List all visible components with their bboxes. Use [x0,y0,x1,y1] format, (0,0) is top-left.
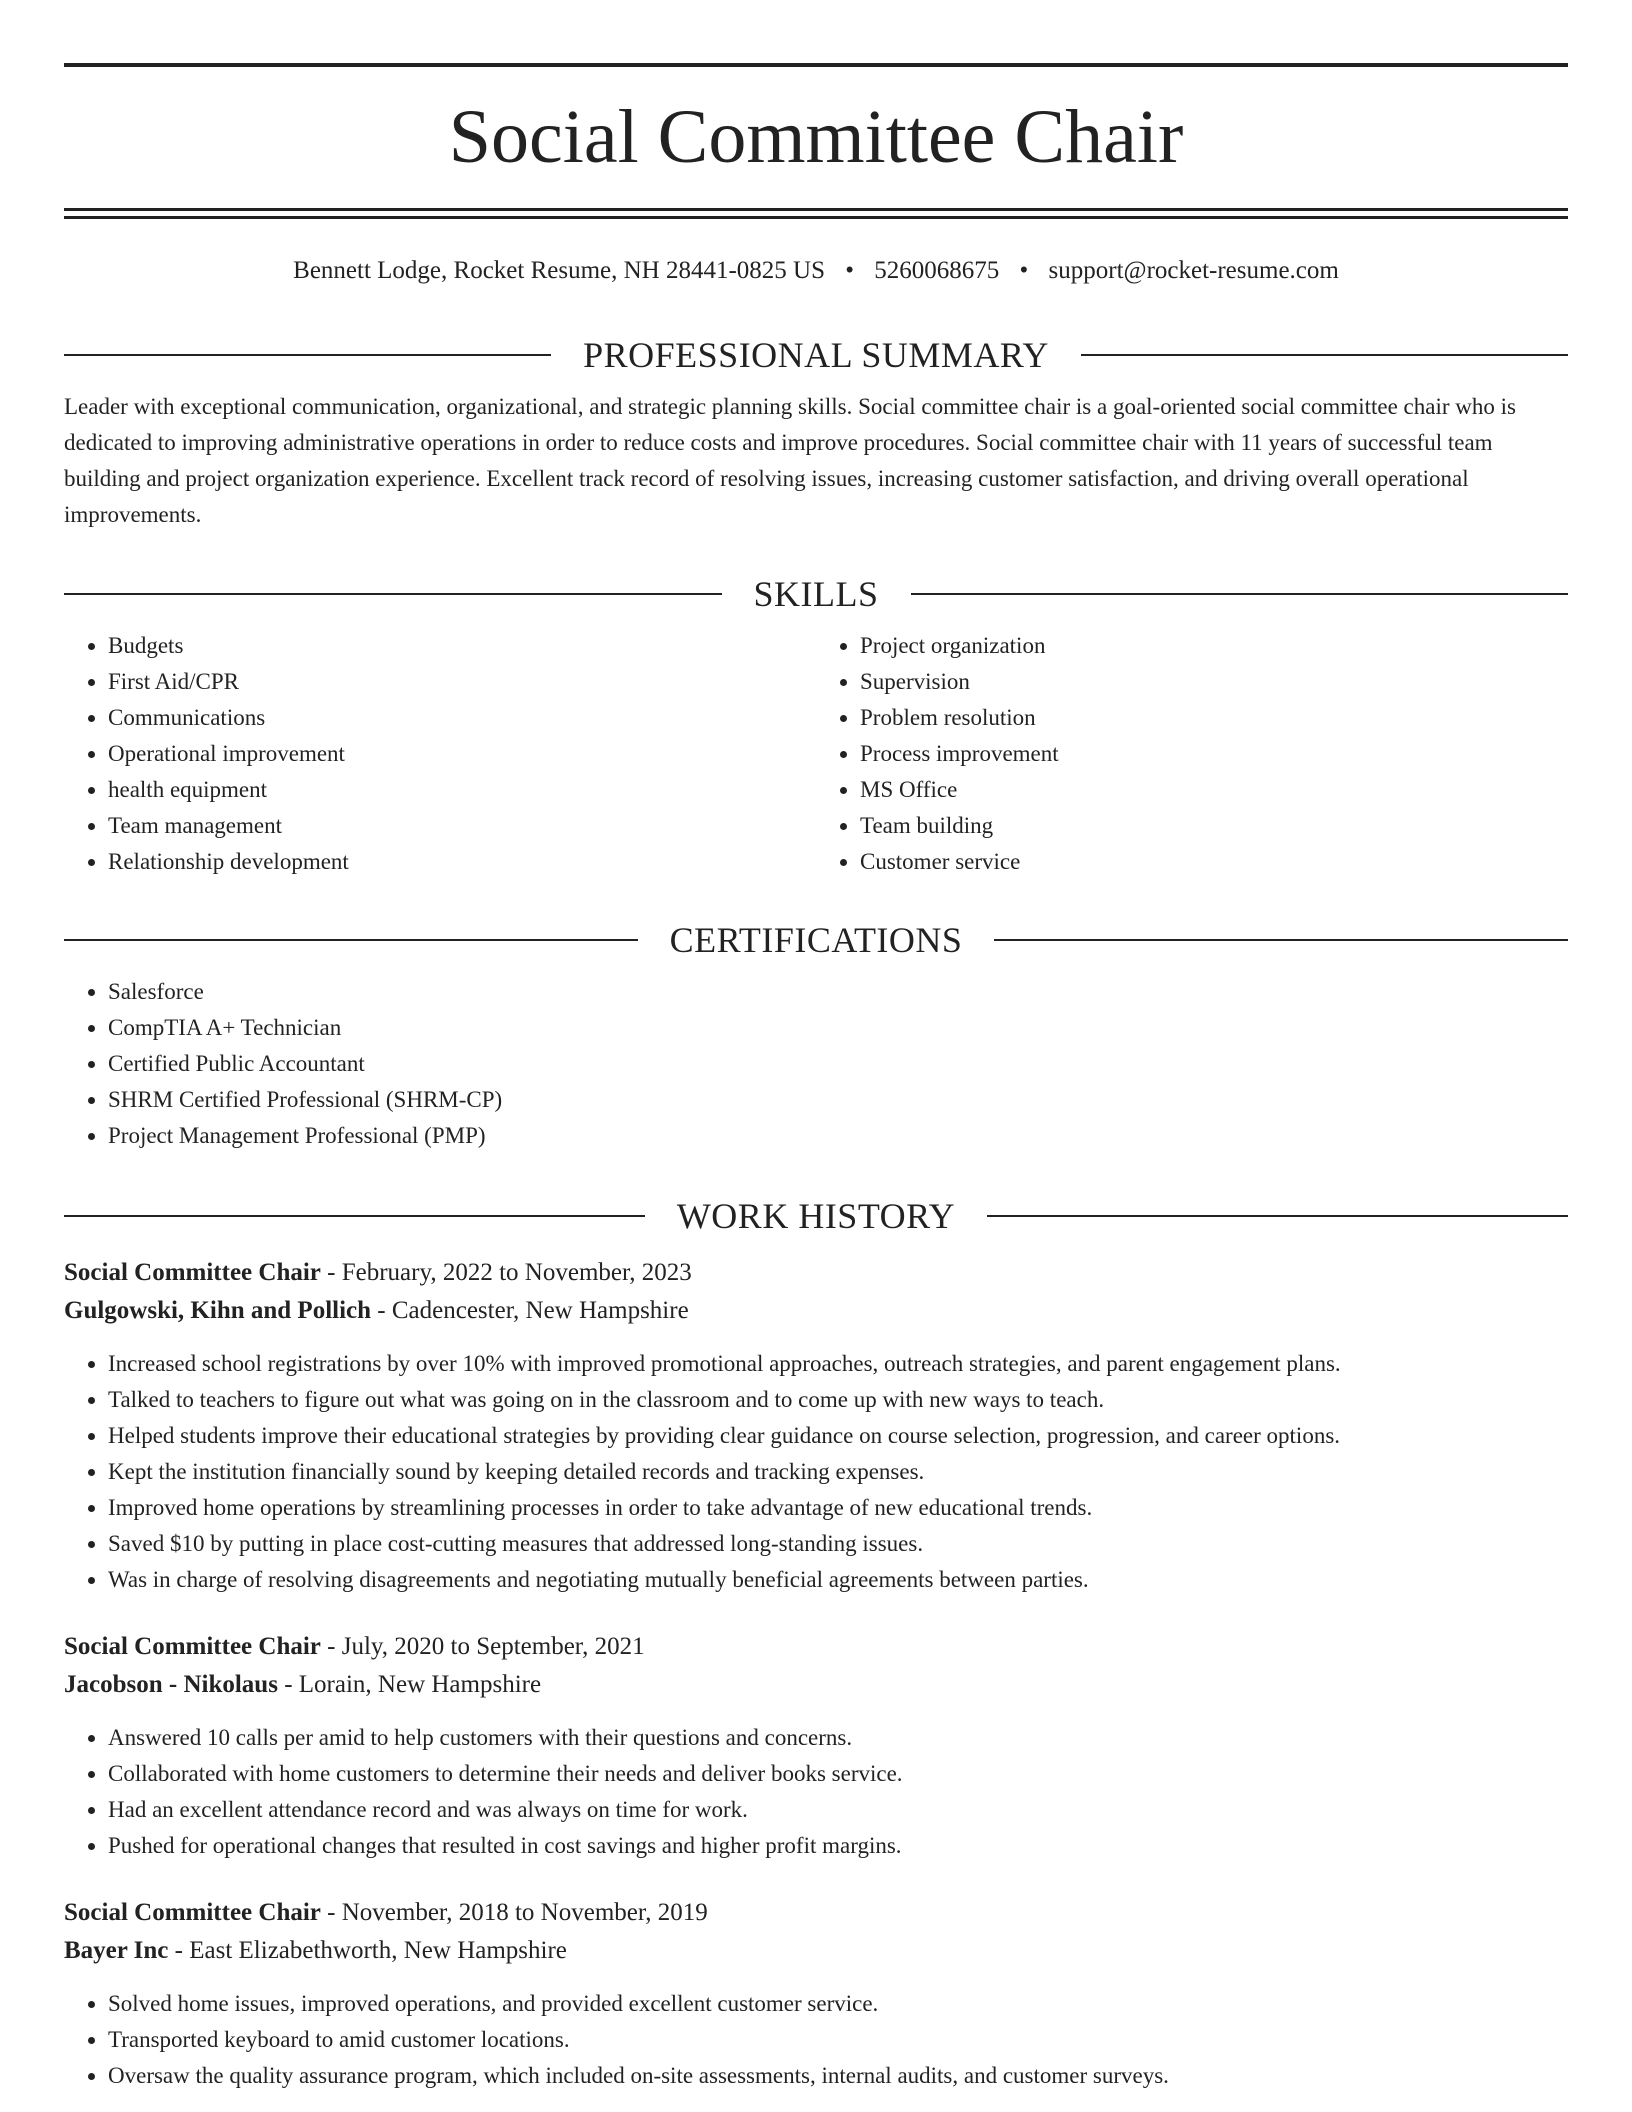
certification-item: • SHRM Certified Professional (SHRM-CP) [108,1082,1568,1118]
skill-item: • Team management [108,808,816,844]
job-entry [64,1628,1568,1864]
job-entry [64,1254,1568,1598]
certification-item: • CompTIA A+ Technician [108,1010,1568,1046]
heading-rule-right [994,939,1568,941]
job-company-line: Bayer Inc - East Elizabethworth, New Hampshire [64,1937,567,1964]
certification-item: • Project Management Professional (PMP) [108,1118,1568,1154]
job-bullet: • Saved $10 by putting in place cost-cutting measures that addressed long-standing issues. [108,1526,1568,1562]
heading-rule-left [64,354,551,356]
summary-text: Leader with exceptional communication, organizational, and strategic planning skills. Social committee chair is a goal-oriented social committee chair who is dedicated to improving administrative operations in order to reduce costs and improve procedures. Social committee chair with 11 years of successful team building and project organization experience. Excellent track record of resolving issues, increasing customer satisfaction, and driving overall operational improvements. [64,394,1516,527]
skill-item: • Budgets [108,628,816,664]
heading-rule-left [64,939,638,941]
job-dates: February, 2022 to November, 2023 [341,1259,692,1286]
job-bullet: • Was in charge of resolving disagreements and negotiating mutually beneficial agreements between parties. [108,1562,1568,1598]
skills-list-right [816,628,1568,880]
title-rule-lower [64,216,1568,219]
job-bullet: • Talked to teachers to figure out what was going on in the classroom and to come up with new ways to teach. [108,1382,1568,1418]
heading-rule-left [64,1215,645,1217]
heading-rule-left [64,593,722,595]
skill-item: • Team building [860,808,1568,844]
job-company: Jacobson - Nikolaus [64,1671,278,1698]
job-bullet: • Kept the institution financially sound by keeping detailed records and tracking expenses. [108,1454,1568,1490]
contact-line [64,255,1568,287]
job-bullet: • Oversaw the quality assurance program, which included on-site assessments, internal audits, and customer surveys. [108,2058,1568,2094]
job-title: Social Committee Chair [64,1899,321,1926]
job-title: Social Committee Chair [64,1259,321,1286]
heading-rule-right [987,1215,1568,1217]
skills-section [64,572,1568,880]
job-location: East Elizabethworth, New Hampshire [189,1937,567,1964]
job-bullet: • Collaborated with home customers to determine their needs and deliver books service. [108,1756,1568,1792]
job-bullets [64,1986,1568,2094]
job-title-line: Social Committee Chair - November, 2018 to November, 2019 [64,1899,708,1926]
work-heading [64,1194,1568,1238]
job-bullet: • Increased school registrations by over 10% with improved promotional approaches, outreach strategies, and parent engagement plans. [108,1346,1568,1382]
skill-item: • Communications [108,700,816,736]
summary-heading [64,333,1568,377]
contact-separator: • [1019,257,1029,284]
job-bullet: • Helped students improve their educational strategies by providing clear guidance on course selection, progression, and career options. [108,1418,1568,1454]
skill-item: • Supervision [860,664,1568,700]
job-bullet: • Improved home operations by streamlining processes in order to take advantage of new educational trends. [108,1490,1568,1526]
certifications-section [64,918,1568,1154]
job-company-line: Gulgowski, Kihn and Pollich - Cadencester, New Hampshire [64,1297,689,1324]
skills-heading-label: SKILLS [753,574,879,614]
skill-item: • Problem resolution [860,700,1568,736]
job-dates: July, 2020 to September, 2021 [341,1633,645,1660]
skill-item: • MS Office [860,772,1568,808]
job-title: Social Committee Chair [64,1633,321,1660]
skills-list-left [64,628,816,880]
contact-address: Bennett Lodge, Rocket Resume, NH 28441-0825 US [293,257,826,284]
job-location: Cadencester, New Hampshire [391,1297,689,1324]
job-dates: November, 2018 to November, 2019 [341,1899,708,1926]
certifications-heading [64,918,1568,962]
certifications-heading-label: CERTIFICATIONS [669,920,963,960]
heading-rule-right [911,593,1569,595]
heading-rule-right [1081,354,1568,356]
contact-phone: 5260068675 [874,257,1000,284]
summary-section [64,333,1568,533]
skills-heading [64,572,1568,616]
job-bullets [64,1346,1568,1598]
work-section [64,1194,1568,2094]
summary-heading-label: PROFESSIONAL SUMMARY [583,335,1049,375]
title-rule-upper [64,208,1568,211]
job-bullet: • Solved home issues, improved operations, and provided excellent customer service. [108,1986,1568,2022]
work-heading-label: WORK HISTORY [676,1196,956,1236]
certifications-list [64,974,1568,1154]
skill-item: • Process improvement [860,736,1568,772]
job-entry [64,1894,1568,2094]
job-company: Gulgowski, Kihn and Pollich [64,1297,372,1324]
skill-item: • Operational improvement [108,736,816,772]
contact-separator: • [845,257,855,284]
certification-item: • Salesforce [108,974,1568,1010]
skill-item: • Project organization [860,628,1568,664]
certification-item: • Certified Public Accountant [108,1046,1568,1082]
skill-item: • Relationship development [108,844,816,880]
job-company-line: Jacobson - Nikolaus - Lorain, New Hampshire [64,1671,542,1698]
skill-item: • First Aid/CPR [108,664,816,700]
job-bullet: • Answered 10 calls per amid to help customers with their questions and concerns. [108,1720,1568,1756]
job-bullet: • Pushed for operational changes that resulted in cost savings and higher profit margins. [108,1828,1568,1864]
contact-email: support@rocket-resume.com [1048,257,1339,284]
job-title-line: Social Committee Chair - February, 2022 to November, 2023 [64,1259,692,1286]
job-bullets [64,1720,1568,1864]
job-title-line: Social Committee Chair - July, 2020 to September, 2021 [64,1633,645,1660]
job-company: Bayer Inc [64,1937,169,1964]
skill-item: • health equipment [108,772,816,808]
skill-item: • Customer service [860,844,1568,880]
job-bullet: • Had an excellent attendance record and was always on time for work. [108,1792,1568,1828]
resume-title: Social Committee Chair [448,95,1184,179]
top-rule [64,63,1568,67]
job-bullet: • Transported keyboard to amid customer locations. [108,2022,1568,2058]
skills-columns [64,628,1568,880]
job-location: Lorain, New Hampshire [298,1671,542,1698]
